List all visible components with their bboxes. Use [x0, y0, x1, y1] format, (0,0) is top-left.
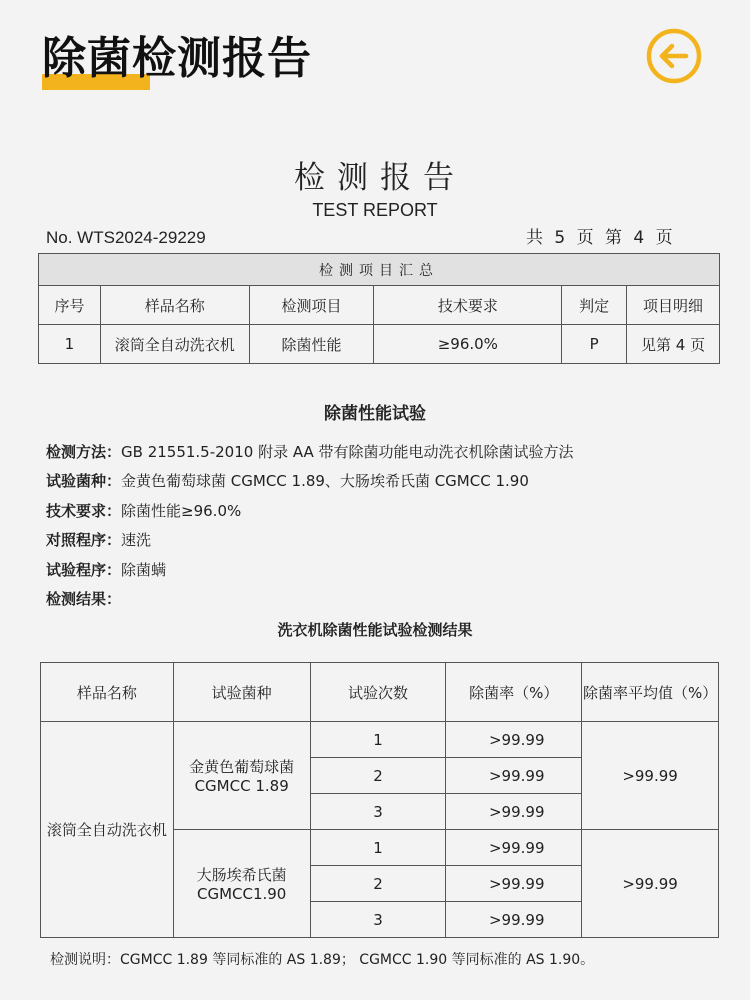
rate-value: >99.99: [446, 866, 582, 902]
summary-header-row: [39, 286, 720, 325]
info-value: 金黄色葡萄球菌 CGMCC 1.89、大肠埃希氏菌 CGMCC 1.90: [121, 472, 529, 491]
column-header: 项目明细: [627, 286, 720, 325]
test-info: [46, 440, 574, 616]
info-line: [46, 469, 574, 498]
page-title-wrap: [42, 30, 312, 88]
rate-value: >99.99: [446, 794, 582, 830]
info-value: GB 21551.5-2010 附录 AA 带有除菌功能电动洗衣机除菌试验方法: [121, 443, 574, 461]
table-row: [41, 722, 719, 758]
strain-name: 金黄色葡萄球菌: [189, 758, 295, 776]
strain-code: CGMCC 1.89: [194, 777, 289, 795]
results-header-row: [41, 663, 719, 722]
info-line: [46, 587, 574, 616]
column-header: 序号: [39, 286, 101, 325]
table-cell: P: [562, 325, 627, 364]
info-label: 检测结果：: [46, 589, 122, 608]
table-cell: 1: [39, 325, 101, 364]
info-label: 试验程序：: [46, 560, 122, 579]
average-value: >99.99: [582, 722, 719, 830]
info-value: 除菌性能≥96.0%: [121, 501, 242, 520]
info-label: 技术要求：: [46, 501, 122, 520]
results-title: 洗衣机除菌性能试验检测结果: [277, 621, 473, 639]
strain-cell: [173, 830, 310, 938]
info-label: 对照程序：: [46, 531, 122, 550]
column-header: 技术要求: [374, 286, 562, 325]
info-line: [46, 440, 574, 469]
rate-value: >99.99: [446, 722, 582, 758]
summary-caption-row: [39, 254, 720, 286]
report-subtitle: TEST REPORT: [312, 200, 438, 220]
rate-value: >99.99: [446, 902, 582, 938]
column-header: 除菌率（%）: [446, 663, 582, 722]
page-info: 共 5 页 第 4 页: [526, 228, 673, 248]
column-header: 试验次数: [310, 663, 446, 722]
trial-number: 2: [310, 758, 446, 794]
arrow-left-circle-icon: [645, 27, 703, 85]
summary-caption: 检测项目汇总: [39, 254, 720, 286]
results-table: [40, 662, 719, 938]
column-header: 判定: [562, 286, 627, 325]
column-header: 除菌率平均值（%）: [582, 663, 719, 722]
column-header: 检测项目: [249, 286, 374, 325]
info-line: [46, 558, 574, 587]
table-cell: ≥96.0%: [374, 325, 562, 364]
trial-number: 2: [310, 866, 446, 902]
page-header: [0, 0, 750, 110]
info-value: 除菌螨: [121, 560, 167, 579]
info-line: [46, 499, 574, 528]
section-title: 除菌性能试验: [324, 404, 426, 424]
column-header: 样品名称: [41, 663, 174, 722]
info-label: 检测方法：: [46, 443, 122, 461]
trial-number: 3: [310, 902, 446, 938]
table-cell: 滚筒全自动洗衣机: [100, 325, 249, 364]
report-title: 检测报告: [294, 160, 466, 196]
column-header: 样品名称: [100, 286, 249, 325]
strain-cell: [173, 722, 310, 830]
sample-name-cell: 滚筒全自动洗衣机: [41, 722, 174, 938]
test-note: 检测说明：CGMCC 1.89 等同标准的 AS 1.89； CGMCC 1.90 等同标准的 AS 1.90。: [50, 952, 595, 968]
strain-name: 大肠埃希氏菌: [196, 866, 287, 884]
rate-value: >99.99: [446, 830, 582, 866]
trial-number: 3: [310, 794, 446, 830]
summary-table: [38, 253, 720, 364]
info-line: [46, 528, 574, 557]
rate-value: >99.99: [446, 758, 582, 794]
table-cell: 除菌性能: [249, 325, 374, 364]
column-header: 试验菌种: [173, 663, 310, 722]
strain-code: CGMCC1.90: [196, 885, 287, 903]
trial-number: 1: [310, 722, 446, 758]
average-value: >99.99: [582, 830, 719, 938]
table-cell: 见第 4 页: [627, 325, 720, 364]
info-label: 试验菌种：: [46, 472, 122, 491]
page-title: 除菌检测报告: [42, 33, 312, 84]
trial-number: 1: [310, 830, 446, 866]
report-number: No. WTS2024-29229: [46, 228, 206, 247]
info-value: 速洗: [121, 531, 152, 550]
table-row: [39, 325, 720, 364]
back-button[interactable]: [645, 27, 703, 85]
